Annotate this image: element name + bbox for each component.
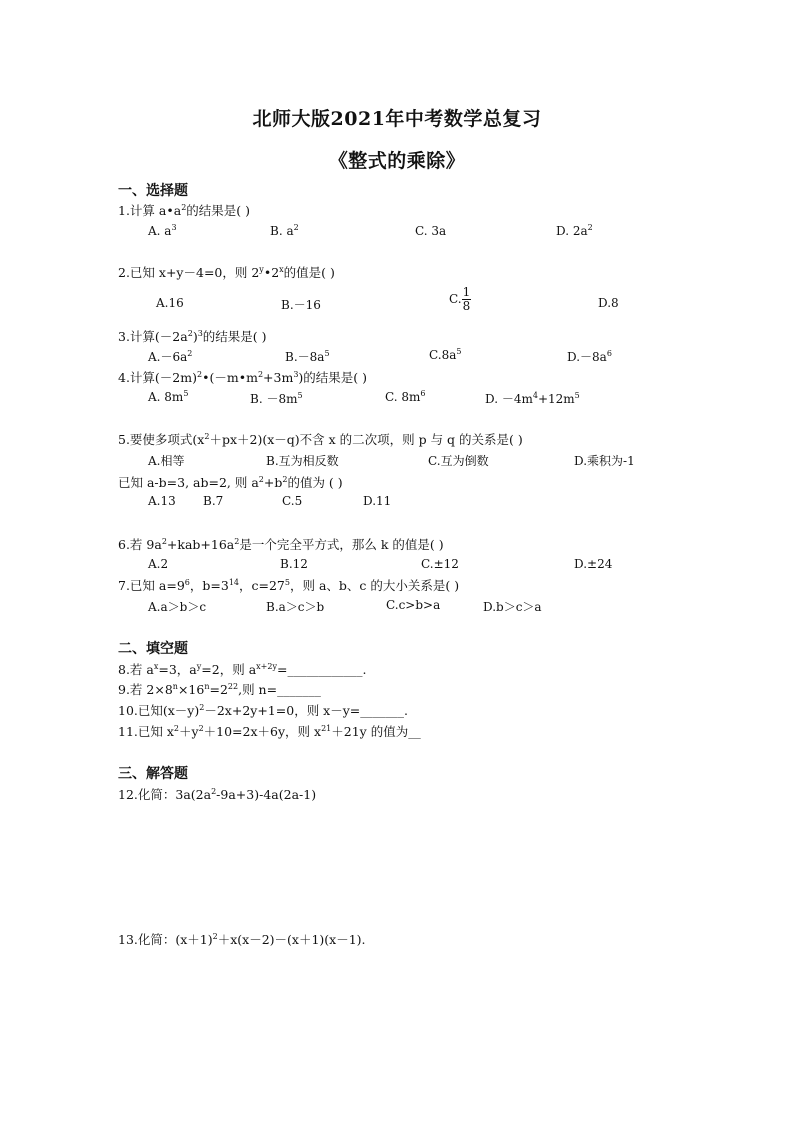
question-unnumbered-option-d: D.11 (363, 494, 392, 508)
question-6-option-d: D.±24 (574, 557, 613, 571)
section-heading-choice: 一、选择题 (118, 183, 188, 199)
section-heading-solution: 三、解答题 (118, 766, 188, 782)
question-7-option-d: D.b＞c＞a (483, 600, 542, 614)
question-1-option-a: A. $a^3$ (148, 223, 177, 238)
fraction-one-eighth: $\frac{1}{8}$ (462, 285, 471, 313)
question-5-option-c: C.互为倒数 (428, 454, 489, 468)
question-2-option-b: B.－16 (281, 298, 321, 312)
question-3-option-b: $B.-8a^5$ (285, 349, 330, 364)
section-heading-fill-blank: 二、填空题 (118, 641, 188, 657)
question-unnumbered-option-b: B.7 (203, 494, 224, 508)
question-5-option-a: A.相等 (148, 454, 185, 468)
question-10: 10.已知$(x-y)^2-2x+2y+1=0$，则 x－y=_______. (118, 702, 408, 718)
question-7-option-b: B.a＞c＞b (266, 600, 325, 614)
question-unnumbered-option-a: A.13 (148, 494, 176, 508)
question-4-stem: 4.计算$(-2m)^2•(-m•m^2+3m^3)$的结果是( ) (118, 369, 368, 385)
question-1-option-b: B. $a^2$ (270, 223, 299, 238)
question-7-stem: 7.已知 $a=9^6$，$b=3^{14}$，$c=27^5$，则 a、b、c 的大小关系是( ) (118, 577, 460, 593)
question-11: 11.已知 $x^2+y^2+10=2x+6y$，则 $x^{21}+21y$ 的值为__ (118, 723, 421, 739)
question-7-option-a: A.a＞b＞c (148, 600, 207, 614)
question-1-option-d: D. $2a^2$ (556, 223, 593, 238)
question-6-option-a: A.2 (148, 557, 169, 571)
question-unnumbered-option-c: C.5 (282, 494, 303, 508)
question-2-stem: 2.已知 x+y－4=0，则 2$^y$•2$^x$的值是( ) (118, 264, 335, 280)
question-4-option-c: C. $8m^6$ (385, 389, 426, 404)
question-1-option-c: C. 3a (415, 224, 447, 238)
question-3-option-c: $C.8a^5$ (429, 347, 462, 362)
question-13: 13.化简：$(x+1)^2+x(x-2)-(x+1)(x-1)$. (118, 931, 366, 947)
question-6-option-c: C.±12 (421, 557, 459, 571)
question-4-option-d: D. $-4m^4+12m^5$ (485, 391, 580, 406)
question-4-option-a: A. $8m^5$ (148, 389, 189, 404)
question-3-option-a: $A.-6a^2$ (148, 349, 193, 364)
question-4-option-b: B. $-8m^5$ (250, 391, 303, 406)
question-5-option-d: D.乘积为-1 (574, 454, 635, 468)
question-unnumbered-stem: 已知 a-b=3, ab=2, 则 $a^2+b^2$的值为 ( ) (118, 474, 343, 490)
question-2-option-a: A.16 (156, 296, 184, 310)
question-3-stem: 3.计算$(-2a^2)^3$的结果是( ) (118, 328, 267, 344)
question-5-option-b: B.互为相反数 (266, 454, 339, 468)
question-12: 12.化简：$3a(2a^2-9a+3)-4a(2a-1)$ (118, 786, 317, 802)
question-6-option-b: B.12 (280, 557, 308, 571)
question-1-stem: 1.计算 $a•a^2$的结果是( ) (118, 202, 251, 218)
question-8: 8.若 $a^x=3$，$a^y=2$，则 $a^{x+2y}=\_\_\_\_\_\_\_\_\_\_\_\_$. (118, 661, 367, 677)
question-2-option-c: C. $\frac{1}{8}$ (449, 285, 471, 313)
question-7-option-c: C.c>b>a (386, 598, 441, 612)
document-title: 北师大版2021年中考数学总复习 (252, 108, 542, 130)
question-5-stem: 5.要使多项式$(x^2+px+2)(x-q)$不含 x 的二次项，则 p 与 q 的关系是( ) (118, 431, 523, 447)
document-subtitle: 《整式的乘除》 (328, 150, 466, 172)
question-2-option-d: D.8 (598, 296, 619, 310)
question-6-stem: 6.若 $9a^2+kab+16a^2$是一个完全平方式，那么 k 的值是( ) (118, 536, 444, 552)
question-9: 9.若 $2\times 8^n\times 16^n=2^{22}$,则 n=_______ (118, 681, 321, 697)
question-3-option-d: $D.-8a^6$ (567, 349, 612, 364)
